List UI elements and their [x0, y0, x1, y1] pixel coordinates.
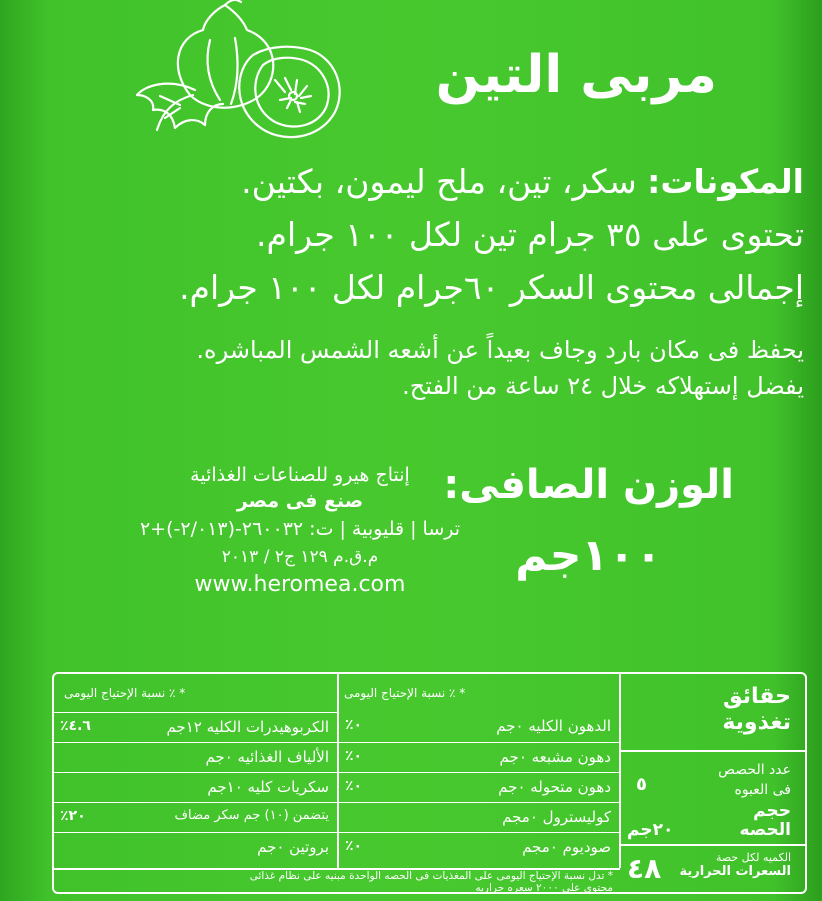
nutrient-row	[54, 712, 337, 742]
calories-value: ٤٨	[627, 852, 662, 885]
ingredients-line	[241, 162, 804, 201]
ingredients-label: المكونات:	[647, 162, 804, 201]
nutrient-row	[54, 802, 337, 832]
daily-value-header: * ٪ نسبة الإحتياج اليومى	[344, 686, 466, 700]
nutrient-label: سكريات كليه ١٠جم	[207, 778, 329, 796]
footnote-line2: محتوى على ٢٠٠٠ سعره حراريه	[475, 882, 613, 894]
nutrient-label: دهون مشبعه ٠جم	[499, 748, 611, 766]
manufacturer-address: ترسا | قليوبية | ت: ٢٦٠٠٣٢-(٢/٠١٣-)+٢	[139, 518, 461, 540]
sugar-content-line: إجمالى محتوى السكر ٦٠جرام لكل ١٠٠ جرام.	[179, 268, 804, 307]
nutrient-row	[54, 772, 337, 802]
nutrient-dv: ٠٪	[345, 778, 363, 794]
nutrient-dv: ٠٪	[345, 717, 363, 733]
ingredients-text: سكر، تين، ملح ليمون، بكتين.	[241, 162, 648, 201]
fig-content-line: تحتوى على ٣٥ جرام تين لكل ١٠٠ جرام.	[256, 215, 804, 254]
nutrient-row	[54, 832, 337, 868]
serving-size-line2: الحصه	[739, 820, 791, 840]
servings-per-container-value: ٥	[636, 774, 647, 795]
manufacturer-company: إنتاج هيرو للصناعات الغذائية	[190, 464, 410, 486]
manufacturer-registration: م.ق.م ١٢٩ ج٢ / ٢٠١٣	[221, 547, 379, 567]
serving-size-value: ٢٠جم	[627, 820, 674, 840]
nutrient-row	[339, 802, 619, 832]
manufacturer-made-in: صنع فى مصر	[236, 490, 364, 512]
calories-label-line2: السعرات الحرارية	[679, 864, 791, 879]
nutrient-row	[54, 742, 337, 772]
nutrition-facts-title	[722, 684, 791, 736]
net-weight-label: الوزن الصافى:	[443, 462, 734, 508]
calories-label-line1: الكميه لكل حصة	[715, 851, 791, 864]
facts-title-line2: تغذوية	[722, 710, 791, 735]
serving-size-label	[739, 802, 791, 840]
nutrient-label: الدهون الكليه ٠جم	[496, 717, 611, 735]
servings-label-line2: فى العبوه	[734, 782, 791, 798]
daily-value-footnote	[250, 870, 613, 894]
facts-divider	[621, 844, 807, 846]
nutrient-label: دهون متحوله ٠جم	[498, 778, 611, 796]
fig-illustration-icon	[135, 0, 350, 150]
facts-divider	[621, 750, 807, 752]
daily-value-header: * ٪ نسبة الإحتياج اليومى	[64, 686, 186, 700]
net-weight-value: ١٠٠جم	[515, 530, 662, 581]
nutrient-dv: ٤.٦٪	[60, 718, 91, 734]
nutrient-label: الألياف الغذائيه ٠جم	[205, 748, 329, 766]
nutrient-row	[339, 742, 619, 772]
facts-title-line1: حقائق	[722, 684, 791, 709]
nutrient-dv: ٠٪	[345, 838, 363, 854]
footnote-line1: * تدل نسبة الإحتياج اليومى على المغذيات فى الحصه الواحدة مبنيه على نظام غذائى	[249, 870, 613, 882]
serving-size-line1: حجم	[753, 801, 791, 821]
nutrient-row	[339, 832, 619, 868]
servings-per-container-label	[718, 760, 791, 800]
nutrient-row	[339, 712, 619, 742]
storage-instructions: يحفظ فى مكان بارد وجاف بعيداً عن أشعه الشمس المباشره.	[196, 336, 804, 364]
nutrient-row	[339, 772, 619, 802]
nutrient-label: الكربوهيدرات الكليه ١٢جم	[166, 718, 329, 736]
nutrient-label: كوليسترول ٠مجم	[502, 808, 611, 826]
nutrition-facts-panel	[52, 672, 807, 894]
manufacturer-website: www.heromea.com	[194, 572, 406, 597]
column-divider	[619, 674, 621, 868]
nutrient-label: بروتين ٠جم	[257, 838, 329, 856]
product-title: مربى التين	[435, 45, 717, 105]
nutrient-dv: ٢٠٪	[60, 808, 86, 824]
nutrient-dv: ٠٪	[345, 748, 363, 764]
consume-instructions: يفضل إستهلاكه خلال ٢٤ ساعة من الفتح.	[402, 372, 804, 400]
nutrient-label: صوديوم ٠مجم	[522, 838, 611, 856]
calories-label	[679, 851, 791, 879]
nutrient-label: يتضمن (١٠) جم سكر مضاف	[174, 808, 329, 823]
servings-label-line1: عدد الحصص	[718, 762, 791, 778]
